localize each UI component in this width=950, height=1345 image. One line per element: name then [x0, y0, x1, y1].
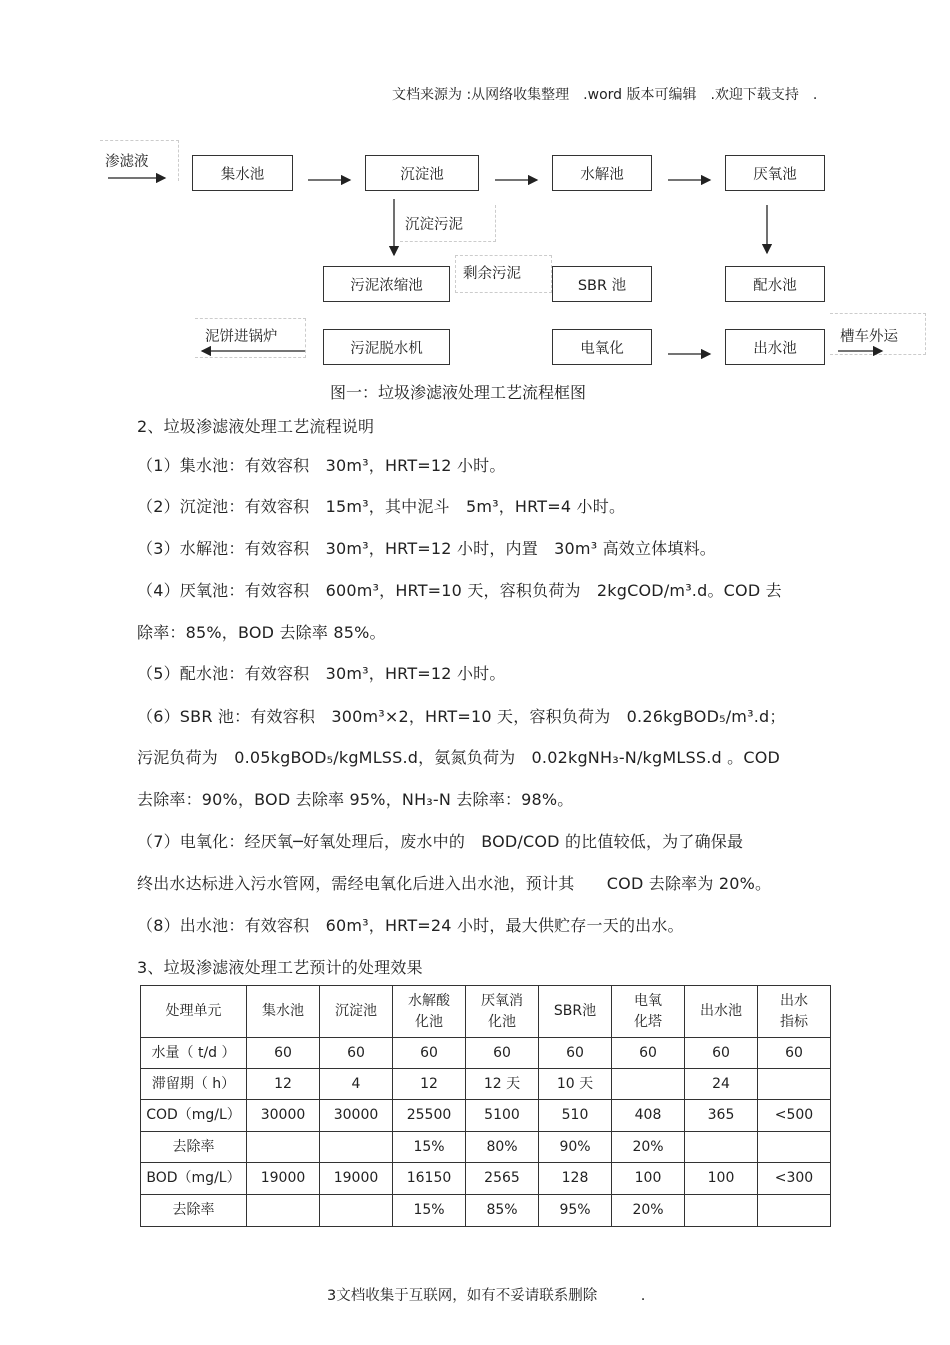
box-dewater: 污泥脱水机 [323, 329, 450, 365]
table-cell: 80% [466, 1132, 539, 1163]
table-cell: 19000 [320, 1163, 393, 1195]
table-cell: 408 [612, 1100, 685, 1132]
table-cell: 19000 [247, 1163, 320, 1195]
box-thickener: 污泥浓缩池 [323, 266, 450, 302]
table-cell: 2565 [466, 1163, 539, 1195]
paragraph: 污泥负荷为 0.05kgBOD₅/kgMLSS.d，氨氮负荷为 0.02kgNH₃-N/kgMLSS.d 。COD [137, 748, 781, 767]
box-anaerobic: 厌氧池 [725, 155, 825, 191]
table-cell: <300 [758, 1163, 831, 1195]
table-cell: 4 [320, 1069, 393, 1100]
table-cell: 去除率 [141, 1132, 247, 1163]
box-hydrolysis: 水解池 [552, 155, 652, 191]
table-cell: 100 [612, 1163, 685, 1195]
table-cell: 365 [685, 1100, 758, 1132]
truck-label: 槽车外运 [840, 329, 898, 345]
table-cell [758, 1132, 831, 1163]
table-cell: 60 [393, 1038, 466, 1069]
table-cell: 24 [685, 1069, 758, 1100]
paragraph: （6）SBR 池：有效容积 300m³×2，HRT=10 天，容积负荷为 0.26kgBOD₅/m³.d； [137, 707, 786, 726]
page-footer: 3文档收集于互联网，如有不妥请联系删除 . [327, 1288, 646, 1304]
table-cell: BOD（mg/L） [141, 1163, 247, 1195]
table-cell: 15% [393, 1195, 466, 1227]
box-settle: 沉淀池 [365, 155, 479, 191]
table-cell [247, 1195, 320, 1227]
flow-arrows [0, 0, 950, 380]
table-header-cell: 电氧 化塔 [612, 986, 685, 1038]
settle-sludge-label: 沉淀污泥 [405, 217, 463, 233]
table-row [141, 1163, 831, 1195]
table-cell: 30000 [247, 1100, 320, 1132]
table-header-row [141, 986, 831, 1038]
table-cell: 5100 [466, 1100, 539, 1132]
table-cell: 90% [539, 1132, 612, 1163]
table-cell: 滞留期（ h） [141, 1069, 247, 1100]
surplus-sludge-label: 剩余污泥 [463, 266, 521, 282]
section-heading: 2、垃圾渗滤液处理工艺流程说明 [137, 417, 375, 436]
paragraph: 去除率：90%，BOD 去除率 95%，NH₃-N 去除率：98%。 [137, 790, 574, 809]
box-dosing: 配水池 [725, 266, 825, 302]
table-cell: 20% [612, 1195, 685, 1227]
table-cell: 60 [758, 1038, 831, 1069]
table-cell [758, 1069, 831, 1100]
box-sbr: SBR 池 [552, 266, 652, 302]
cake-label: 泥饼进锅炉 [205, 329, 278, 345]
table-cell: 100 [685, 1163, 758, 1195]
table-cell [685, 1195, 758, 1227]
table-cell: 10 天 [539, 1069, 612, 1100]
table-row [141, 1195, 831, 1227]
table-cell: 水量（ t/d ） [141, 1038, 247, 1069]
table-cell: 95% [539, 1195, 612, 1227]
table-cell: 12 [247, 1069, 320, 1100]
table-header-cell: SBR池 [539, 986, 612, 1038]
table-cell [758, 1195, 831, 1227]
table-cell [685, 1132, 758, 1163]
box-collect: 集水池 [192, 155, 293, 191]
table-cell: 12 天 [466, 1069, 539, 1100]
table-cell: 60 [612, 1038, 685, 1069]
table-row [141, 1132, 831, 1163]
input-label: 渗滤液 [105, 154, 149, 170]
table-cell: 510 [539, 1100, 612, 1132]
table-cell [247, 1132, 320, 1163]
table-header-cell: 集水池 [247, 986, 320, 1038]
table-header-cell: 出水池 [685, 986, 758, 1038]
paragraph: 终出水达标进入污水管网，需经电氧化后进入出水池，预计其 COD 去除率为 20%。 [137, 874, 772, 893]
table-cell: 20% [612, 1132, 685, 1163]
page-header: 文档来源为 :从网络收集整理 .word 版本可编辑 .欢迎下载支持 . [392, 87, 818, 103]
table-cell: 16150 [393, 1163, 466, 1195]
paragraph: （1）集水池：有效容积 30m³，HRT=12 小时。 [137, 456, 506, 475]
section-heading: 3、垃圾渗滤液处理工艺预计的处理效果 [137, 958, 423, 977]
paragraph: （3）水解池：有效容积 30m³，HRT=12 小时，内置 30m³ 高效立体填料。 [137, 539, 716, 558]
table-cell: 60 [247, 1038, 320, 1069]
table-cell: 15% [393, 1132, 466, 1163]
table-cell: 60 [539, 1038, 612, 1069]
table-row [141, 1100, 831, 1132]
table-cell: 12 [393, 1069, 466, 1100]
paragraph: （4）厌氧池：有效容积 600m³，HRT=10 天，容积负荷为 2kgCOD/m³.d。COD 去 [137, 581, 782, 600]
table-cell: 去除率 [141, 1195, 247, 1227]
table-cell: COD（mg/L） [141, 1100, 247, 1132]
paragraph: 除率：85%，BOD 去除率 85%。 [137, 623, 386, 642]
figure-caption: 图一：垃圾渗滤液处理工艺流程框图 [330, 383, 587, 402]
results-table [140, 985, 831, 1227]
table-header-cell: 厌氧消 化池 [466, 986, 539, 1038]
table-cell: 30000 [320, 1100, 393, 1132]
table-row [141, 1069, 831, 1100]
table-header-cell: 出水 指标 [758, 986, 831, 1038]
table-header-cell: 沉淀池 [320, 986, 393, 1038]
table-cell: 128 [539, 1163, 612, 1195]
box-outlet: 出水池 [725, 329, 825, 365]
table-cell: 25500 [393, 1100, 466, 1132]
table-header-cell: 水解酸 化池 [393, 986, 466, 1038]
paragraph: （8）出水池：有效容积 60m³，HRT=24 小时，最大供贮存一天的出水。 [137, 916, 684, 935]
paragraph: （2）沉淀池：有效容积 15m³，其中泥斗 5m³，HRT=4 小时。 [137, 497, 626, 516]
paragraph: （5）配水池：有效容积 30m³，HRT=12 小时。 [137, 664, 506, 683]
table-cell [320, 1132, 393, 1163]
table-cell: 60 [466, 1038, 539, 1069]
table-header-cell: 处理单元 [141, 986, 247, 1038]
paragraph: （7）电氧化：经厌氧─好氧处理后，废水中的 BOD/COD 的比值较低，为了确保最 [137, 832, 744, 851]
table-row [141, 1038, 831, 1069]
table-cell [320, 1195, 393, 1227]
table-cell [612, 1069, 685, 1100]
table-cell: 60 [320, 1038, 393, 1069]
table-cell: <500 [758, 1100, 831, 1132]
box-electro: 电氧化 [552, 329, 652, 365]
table-cell: 60 [685, 1038, 758, 1069]
table-cell: 85% [466, 1195, 539, 1227]
